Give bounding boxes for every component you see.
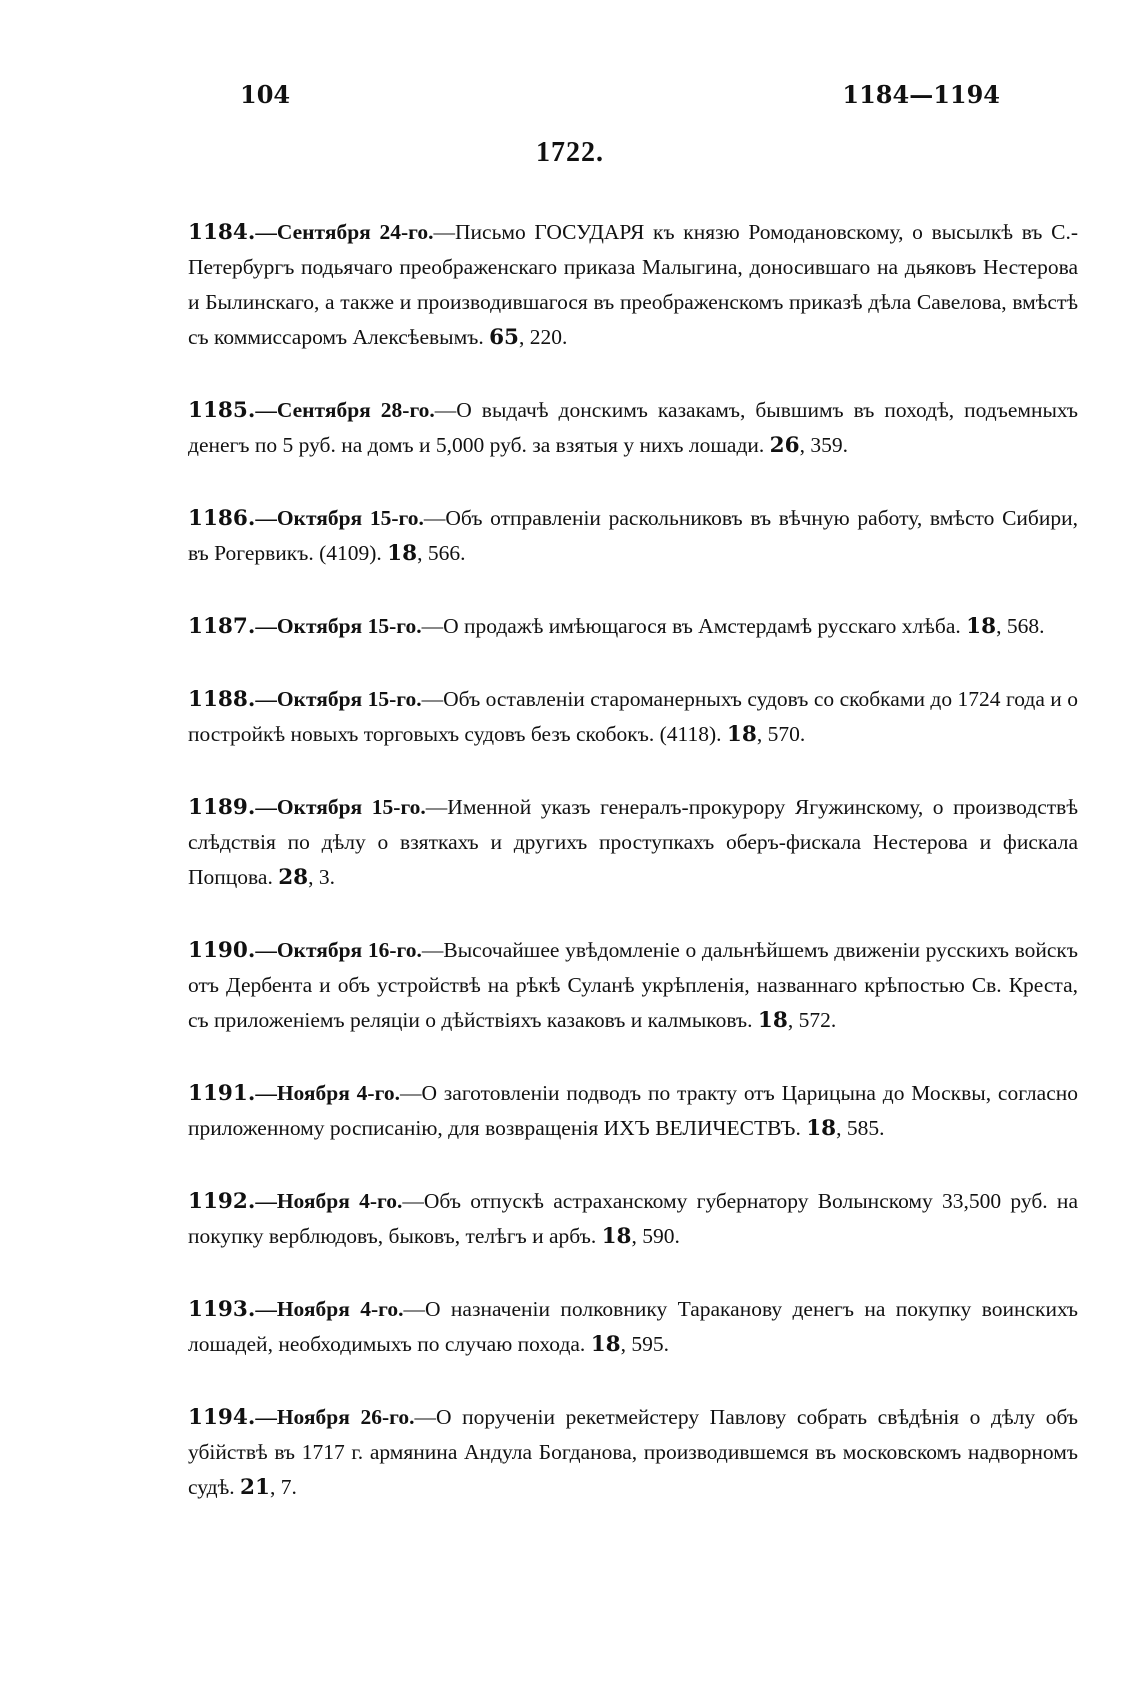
entry-text: —Высочайшее увѣдомленіе о дальнѣйшемъ движеніи русскихъ войскъ отъ Дербента и объ устройствѣ на рѣкѣ Суланѣ укрѣпленія, названнаго крѣпостью Св. Креста, съ приложеніемъ реляціи о дѣйствіяхъ казаковъ и калмыковъ. (188, 937, 1078, 1032)
entry-volume: 18 (601, 1223, 632, 1249)
entry-text: —О выдачѣ донскимъ казакамъ, бывшимъ въ походѣ, подъемныхъ денегъ по 5 руб. на домъ и 5,000 руб. за взятыя у нихъ лошади. (188, 397, 1078, 457)
entry-text: —О назначеніи полковнику Тараканову денегъ на покупку воинскихъ лошадей, необходимыхъ по случаю похода. (188, 1296, 1078, 1356)
entry-number: 1189. (188, 794, 256, 820)
entry-text: —Письмо ГОСУДАРЯ къ князю Ромодановскому, о высылкѣ въ С.-Петербургъ подьячаго преображенскаго приказа Малыгина, доносившаго на дьяковъ Нестерова и Былинскаго, а также и производившагося въ преображенскомъ приказѣ дѣла Савелова, вмѣстѣ съ коммиссаромъ Алексѣевымъ. (188, 219, 1078, 349)
entry-page: , 7. (269, 1474, 297, 1499)
entry-date: —Ноября 4-го. (255, 1080, 400, 1105)
entries-list (188, 193, 1078, 1543)
entry-date: —Сентября 24-го. (255, 219, 434, 244)
entry (188, 393, 1078, 463)
entry (188, 1076, 1078, 1146)
entry-page: , 585. (836, 1115, 885, 1140)
entry-page: , 359. (799, 432, 848, 457)
entry (188, 215, 1078, 355)
entry (188, 1400, 1078, 1505)
entry-date: —Сентября 28-го. (255, 397, 435, 422)
entry (188, 1184, 1078, 1254)
entry-page: , 566. (417, 540, 466, 565)
entry-number: 1192. (188, 1188, 256, 1214)
entry (188, 933, 1078, 1038)
entry-number: 1185. (188, 397, 256, 423)
entry-number: 1194. (188, 1404, 256, 1430)
entry-volume: 18 (726, 721, 757, 747)
entry-date: —Ноября 4-го. (255, 1188, 403, 1213)
entry-page: , 220. (519, 324, 568, 349)
entry-page: , 570. (756, 721, 806, 746)
entry-date: —Октября 15-го. (255, 613, 422, 638)
entry-volume: 18 (966, 613, 997, 639)
entry-text: —О порученіи рекетмейстеру Павлову собрать свѣдѣнія о дѣлу объ убійствѣ въ 1717 г. армянина Андула Богданова, производившемся въ московскомъ надворномъ судѣ. (188, 1404, 1078, 1499)
entry-number: 1191. (188, 1080, 256, 1106)
entry-date: —Октября 15-го. (255, 794, 426, 819)
entry (188, 682, 1078, 752)
entry-number: 1188. (188, 686, 256, 712)
entry-text: —Именной указъ генералъ-прокурору Ягужинскому, о производствѣ слѣдствія по дѣлу о взяткахъ и другихъ проступкахъ оберъ-фискала Нестерова и фискала Попцова. (188, 794, 1078, 889)
entry (188, 501, 1078, 571)
entry-volume: 28 (278, 864, 309, 890)
entry-page: , 3. (308, 864, 335, 889)
year-heading: 1722. (536, 137, 604, 168)
entry-text: —Объ оставленіи староманерныхъ судовъ со скобками до 1724 года и о постройкѣ новыхъ торговыхъ судовъ безъ скобокъ. (4118). (188, 686, 1079, 746)
entry (188, 790, 1078, 895)
entry-date: —Октября 15-го. (255, 686, 422, 711)
entry-page: , 568. (996, 613, 1045, 638)
entry-volume: 18 (757, 1007, 788, 1033)
entry-number: 1184. (188, 219, 256, 245)
entry-date: —Октября 15-го. (255, 505, 424, 530)
entry-date: —Октября 16-го. (255, 937, 422, 962)
entry-range: 1184—1194 (842, 80, 1000, 109)
entry-volume: 65 (489, 324, 519, 350)
entry-page: , 590. (631, 1223, 680, 1248)
entry-number: 1193. (188, 1296, 256, 1322)
entry-page: , 595. (620, 1331, 669, 1356)
entry-number: 1190. (188, 937, 256, 963)
entry-text: —О заготовленіи подводъ по тракту отъ Царицына до Москвы, согласно приложенному росписанію, для возвращенія ИХЪ ВЕЛИЧЕСТВЪ. (188, 1080, 1078, 1140)
entry-text: —Объ отправленіи раскольниковъ въ вѣчную работу, вмѣсто Сибири, въ Рогервикъ. (4109). (188, 505, 1078, 565)
entry-text: —О продажѣ имѣющагося въ Амстердамѣ русскаго хлѣба. (421, 613, 961, 638)
entry-volume: 18 (387, 540, 418, 566)
entry (188, 1292, 1078, 1362)
entry-page: , 572. (787, 1007, 837, 1032)
entry (188, 609, 1078, 644)
entry-date: —Ноября 4-го. (255, 1296, 404, 1321)
entry-text: —Объ отпускѣ астраханскому губернатору Волынскому 33,500 руб. на покупку верблюдовъ, быковъ, телѣгъ и арбъ. (188, 1188, 1078, 1248)
entry-date: —Ноября 26-го. (255, 1404, 415, 1429)
entry-volume: 18 (590, 1331, 621, 1357)
entry-number: 1187. (188, 613, 256, 639)
page-number: 104 (240, 80, 291, 109)
entry-volume: 21 (240, 1474, 270, 1500)
entry-number: 1186. (188, 505, 256, 531)
entry-volume: 18 (806, 1115, 837, 1141)
entry-volume: 26 (769, 432, 800, 458)
page-header (240, 80, 1000, 109)
